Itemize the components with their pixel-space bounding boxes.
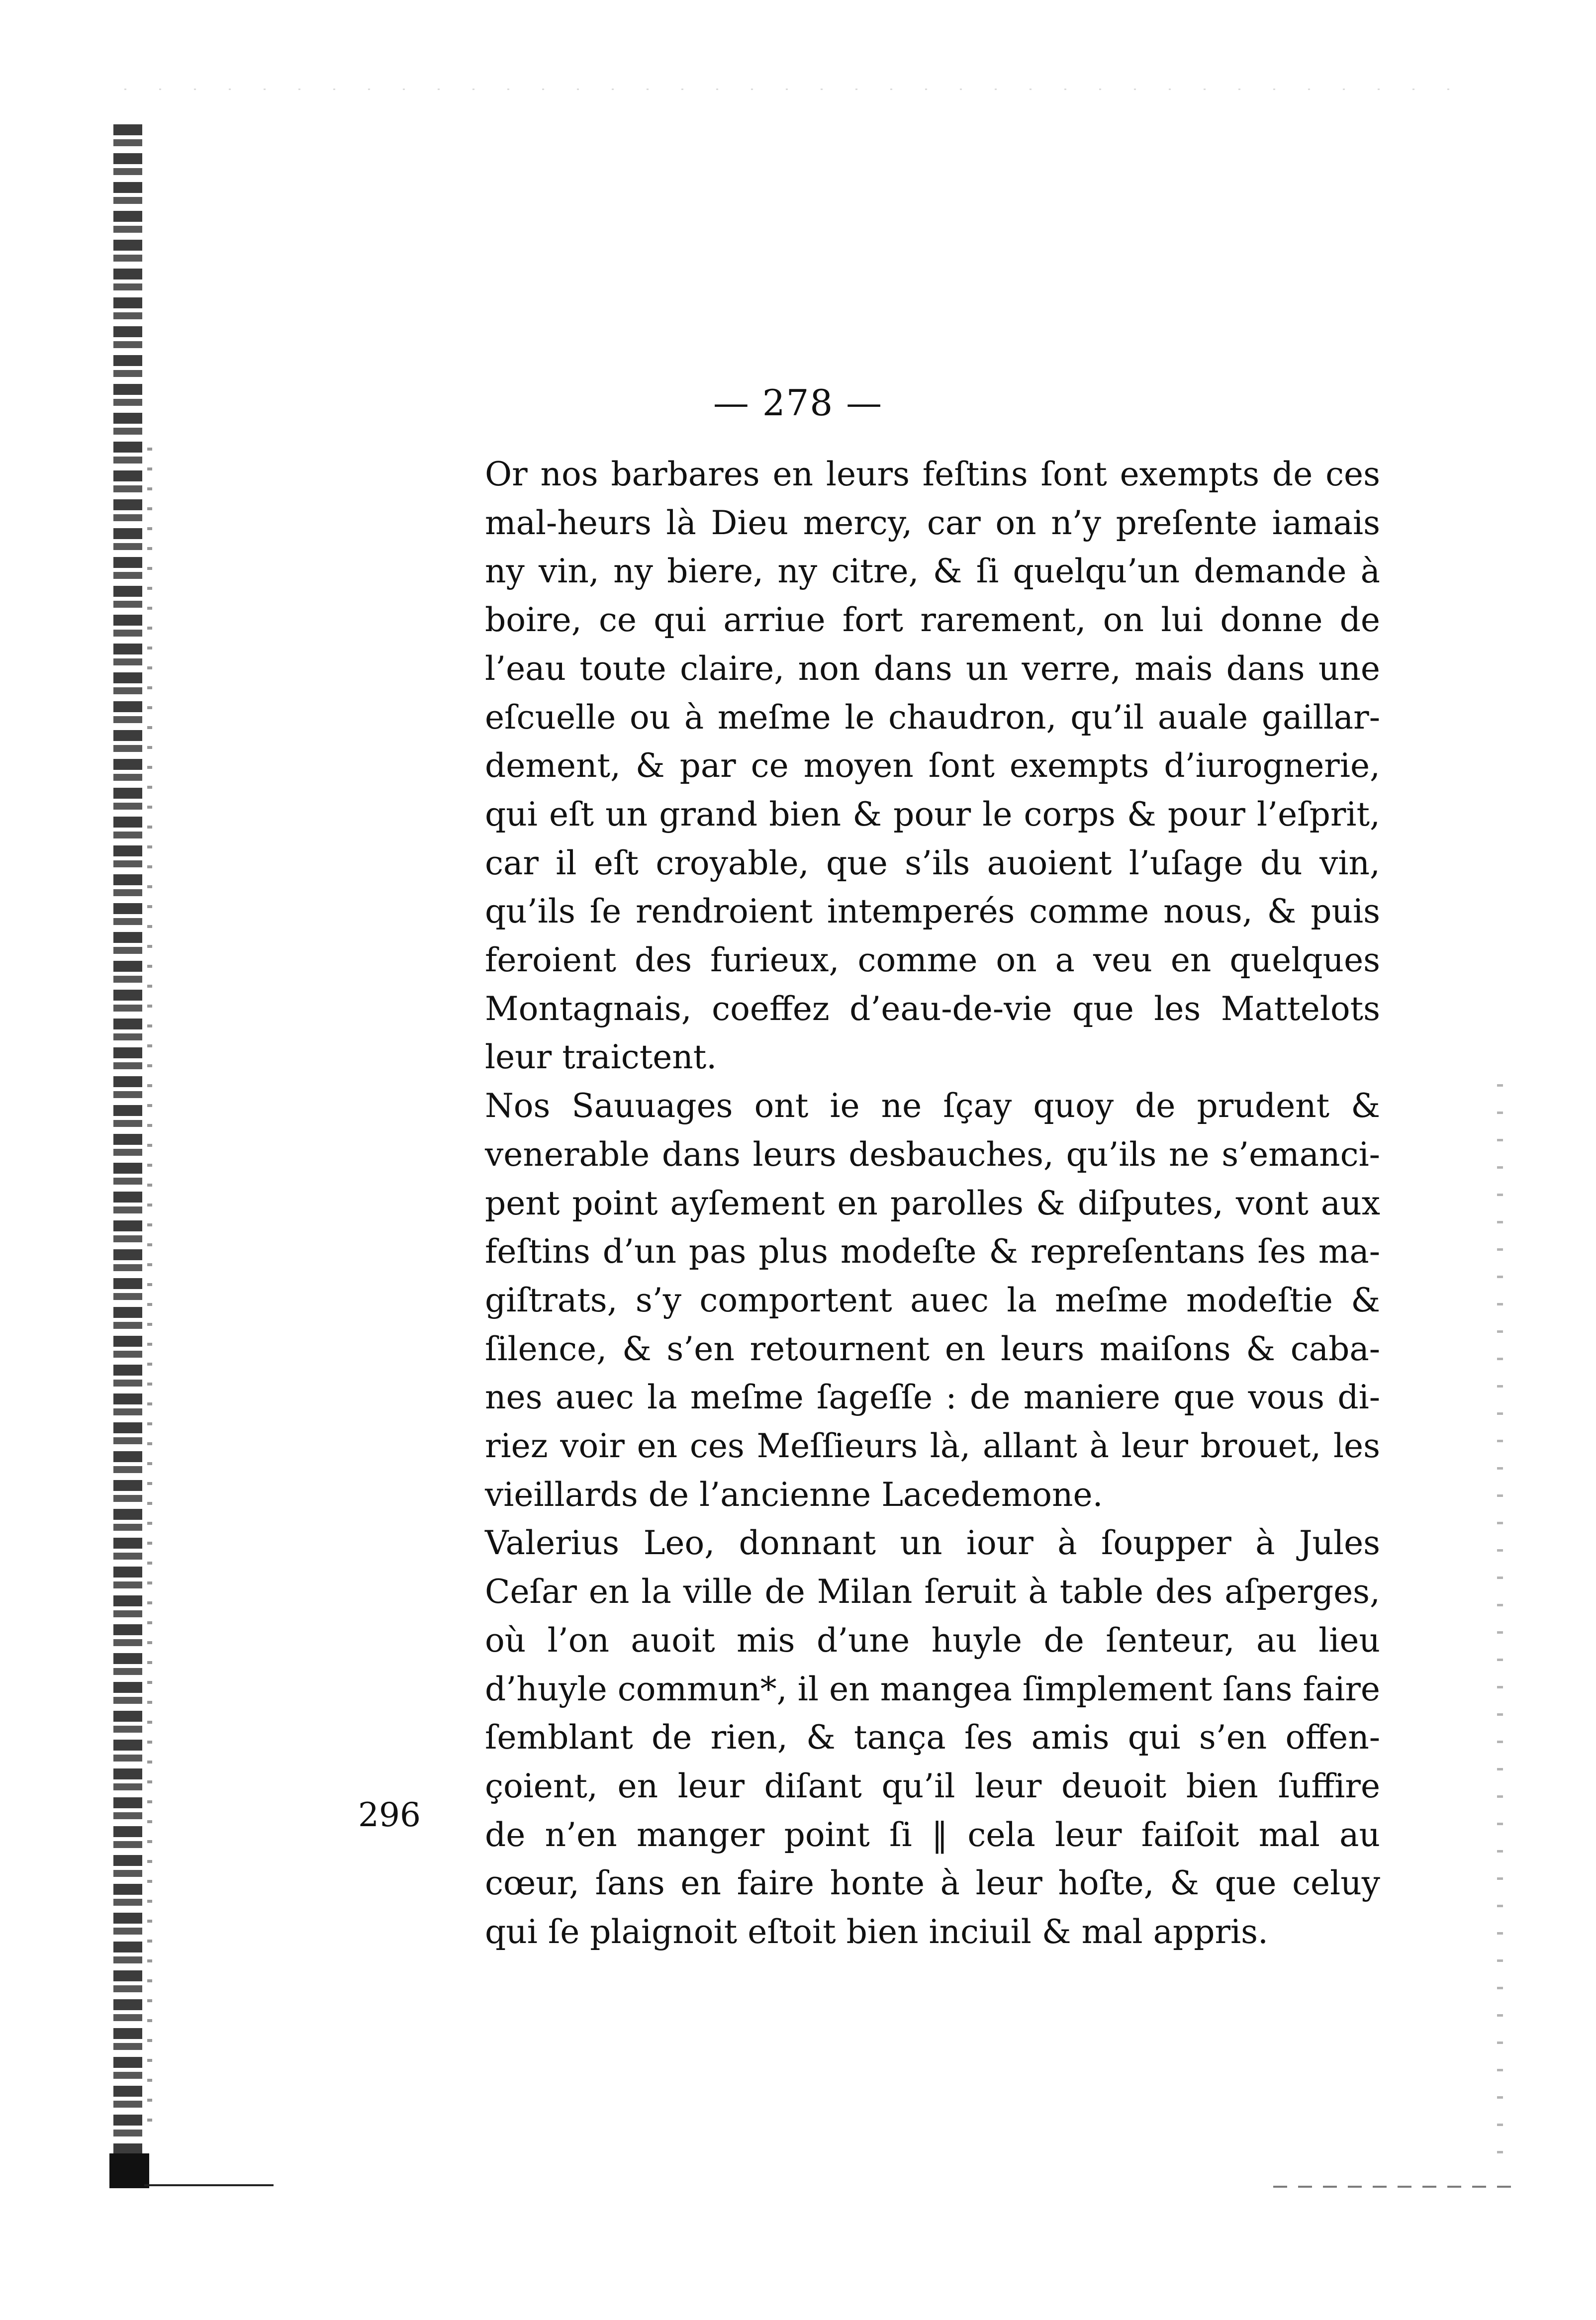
text-line: riez voir en ces Meſſieurs là, allant à leur brouet, les — [485, 1427, 1380, 1466]
text-line: giſtrats, s’y comportent auec la meſme modeſtie & — [485, 1281, 1380, 1319]
text-line: pent point ayſement en parolles & diſputes, vont aux — [485, 1184, 1380, 1222]
text-line: Valerius Leo, donnant un iour à ſoupper à Jules — [485, 1524, 1380, 1563]
binding-edge-line — [147, 448, 152, 2138]
paragraph — [450, 1519, 1380, 1956]
text-line: çoient, en leur diſant qu’il leur deuoit bien ſuffire — [485, 1766, 1380, 1805]
text-line: feſtins d’un pas plus modeſte & repreſentans ſes ma- — [485, 1232, 1380, 1271]
text-line: nes auec la meſme ſageſſe : de maniere que vous di- — [485, 1378, 1380, 1417]
scan-speckle-right — [1497, 1084, 1503, 2158]
text-line: mal-heurs là Dieu mercy, car on n’y preſente iamais — [485, 503, 1380, 542]
text-line: Nos Sauuages ont ie ne ſçay quoy de prudent & — [485, 1087, 1380, 1125]
text-line: qu’ils ſe rendroient intemperés comme nous, & puis — [485, 892, 1380, 931]
text-line: leur traictent. — [485, 1038, 717, 1077]
text-line: ny vin, ny biere, ny citre, & ſi quelqu’un demande à — [485, 552, 1380, 591]
text-line: ſemblant de rien, & tança ſes amis qui s’en offen- — [485, 1718, 1380, 1757]
text-line: dement, & par ce moyen ſont exempts d’iurognerie, — [485, 746, 1380, 785]
margin-reference-number: 296 — [358, 1796, 421, 1834]
text-line: Montagnais, coeffez d’eau-de-vie que les Mattelots — [485, 989, 1380, 1028]
binding-edge-shadow — [113, 124, 142, 2188]
text-line: qui eſt un grand bien & pour le corps & pour l’eſprit, — [485, 795, 1380, 834]
text-line: Or nos barbares en leurs feſtins ſont exempts de ces — [485, 455, 1380, 493]
text-line: ſilence, & s’en retournent en leurs maiſons & caba- — [485, 1329, 1380, 1368]
text-line: feroient des furieux, comme on a veu en quelques — [485, 941, 1380, 980]
text-line: boire, ce qui arriue fort rarement, on lui donne de — [485, 601, 1380, 640]
text-line: de n’en manger point ſi ‖ cela leur faiſoit mal au — [485, 1815, 1380, 1854]
text-line: car il eſt croyable, que s’ils auoient l’uſage du vin, — [485, 843, 1380, 882]
text-line: d’huyle commun*, il en mangea ſimplement ſans faire — [485, 1670, 1380, 1708]
text-line: cœur, ſans en faire honte à leur hoſte, & que celuy — [485, 1864, 1380, 1903]
text-line: où l’on auoit mis d’une huyle de ſenteur, au lieu — [485, 1621, 1380, 1660]
paragraph — [450, 1082, 1380, 1519]
binding-edge-foot — [109, 2153, 149, 2188]
body-text — [450, 450, 1380, 1956]
text-line: eſcuelle ou à meſme le chaudron, qu’il auale gaillar- — [485, 698, 1380, 737]
scan-speckle-bottom — [1273, 2186, 1512, 2188]
paragraph — [450, 450, 1380, 1082]
page-number: — 278 — — [713, 382, 883, 424]
bottom-left-rule — [144, 2184, 274, 2186]
text-line: venerable dans leurs desbauches, qu’ils ne s’emanci- — [485, 1135, 1380, 1174]
text-line: Ceſar en la ville de Milan ſeruit à table des aſperges, — [485, 1573, 1380, 1611]
text-line: vieillards de l’ancienne Lacedemone. — [485, 1475, 1103, 1514]
text-line: l’eau toute claire, non dans un verre, mais dans une — [485, 649, 1380, 688]
text-line: qui ſe plaignoit eſtoit bien inciuil & mal appris. — [485, 1913, 1268, 1951]
scan-speckle-top — [124, 89, 1467, 90]
